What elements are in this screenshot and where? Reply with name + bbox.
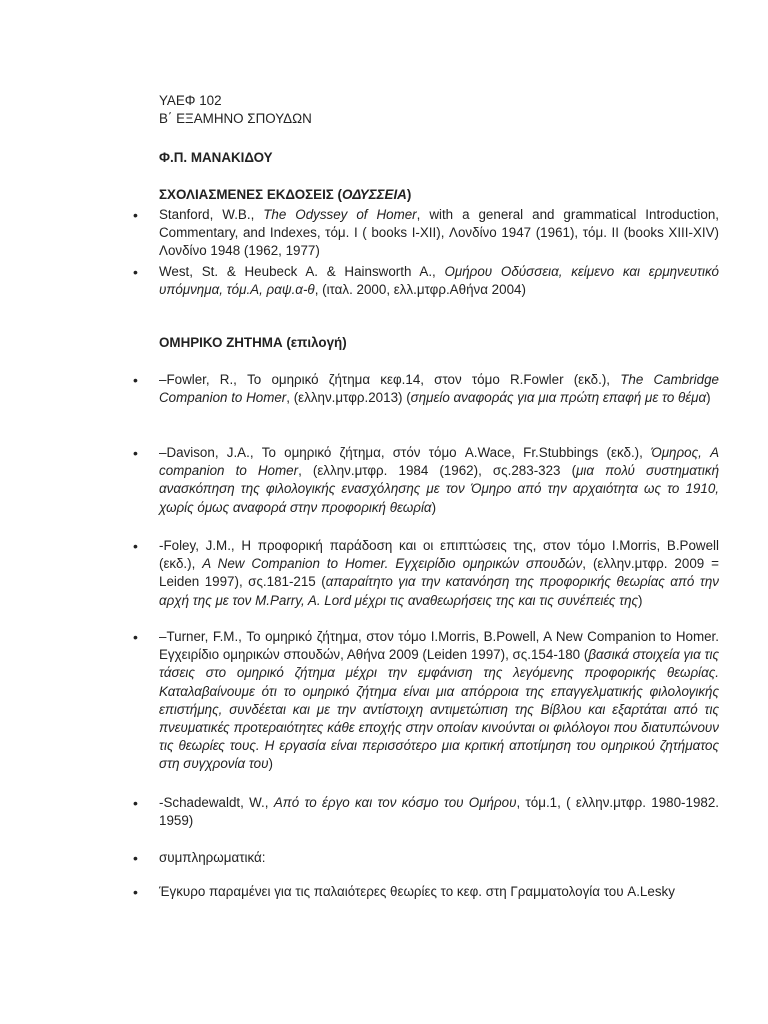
item-text: , τόμ.1, ( ελλην.μτφρ. 1980-1982. 1959) (159, 795, 720, 829)
italic-text: Όμηρος, A companion to Homer (159, 445, 719, 479)
section-title-homeric-question: ΟΜΗΡΙΚΟ ΖΗΤΗΜΑ (επιλογή) (159, 335, 347, 350)
italic-text: απαραίτητο για την κατανόηση της προφορικής θεωρίας από την αρχή της με τον M.Parry, A. Lord μέχρι τις αναθεωρήσεις της και τις συνέπειές της (159, 574, 719, 608)
item-text: -Schadewaldt, W., (159, 795, 274, 810)
section-title-italic: ΟΔΥΣΣΕΙΑ (342, 187, 407, 202)
bullet-icon: • (133, 850, 138, 866)
list-item (159, 794, 719, 830)
author-name: Φ.Π. ΜΑΝΑΚΙΔΟΥ (159, 150, 273, 165)
item-text: , (ελλην.μτφρ. 2009 = Leiden 1997), σς.181-215 ( (159, 556, 719, 590)
item-text: –Davison, J.A., Το ομηρικό ζήτημα, στόν τόμο A.Wace, Fr.Stubbings (εκδ.), (159, 445, 652, 460)
bullet-icon: • (133, 629, 138, 645)
list-item (159, 537, 719, 610)
italic-text: Από το έργο και τον κόσμο του Ομήρου (273, 795, 517, 810)
list-item (159, 263, 719, 299)
bullet-icon: • (133, 445, 138, 461)
section-title-suffix: ) (406, 187, 412, 202)
item-text: West, St. & Heubeck A. & Hainsworth A., (159, 264, 445, 279)
item-text: –Fowler, R., Το ομηρικό ζήτημα κεφ.14, στον τόμο R.Fowler (εκδ.), (159, 372, 621, 387)
bullet-icon: • (133, 372, 138, 388)
item-text: , (ιταλ. 2000, ελλ.μτφρ.Αθήνα 2004) (314, 282, 526, 298)
item-text: Stanford, W.B., (159, 207, 264, 222)
item-text: ) (268, 756, 273, 772)
list-item (159, 628, 719, 774)
item-text: , with a general and grammatical Introduction, Commentary, and Indexes, τόμ. I ( books I-XII), Λονδίνο 1947 (1961), τόμ. II (books XIII-XIV) Λονδίνο 1948 (1962, 1977) (159, 207, 719, 259)
item-text: ) (431, 499, 437, 515)
italic-text: The Odyssey of Homer (263, 207, 417, 222)
italic-text: σημείο αναφοράς για μια πρώτη επαφή με το θέμα (410, 390, 707, 406)
bullet-icon: • (133, 207, 138, 223)
item-text: , (ελλην.μτφρ.2013) ( (286, 390, 411, 406)
bullet-icon: • (133, 264, 138, 280)
italic-text: μια πολύ συστηματική ανασκόπηση της φιλολογικής ενασχόλησης με τον Όμηρο από την αρχαιότητα ως το 1910, χωρίς όμως αναφορά στην προφορική θεωρία (159, 463, 719, 515)
item-text: , (ελλην.μτφρ. 1984 (1962), σς.283-323 ( (298, 463, 577, 479)
bullet-icon: • (133, 884, 138, 900)
item-text: –Turner, F.M., Το ομηρικό ζήτημα, στον τόμο I.Morris, B.Powell, A New Companion to Homer. Εγχειρίδιο ομηρικών σπουδών, Αθήνα 2009 (Leiden 1997), σς.154-180 ( (159, 629, 719, 663)
italic-text: The Cambridge Companion to Homer (159, 372, 719, 406)
item-text: συμπληρωματικά: (159, 850, 266, 865)
list-item (159, 444, 719, 517)
section-title-prefix: ΣΧΟΛΙΑΣΜΕΝΕΣ ΕΚΔΟΣΕΙΣ ( (159, 187, 343, 202)
italic-text: A New Companion to Homer. Εγχειρίδιο ομηρικών σπουδών (202, 556, 583, 572)
item-text: ) (706, 390, 711, 406)
bullet-icon: • (133, 538, 138, 554)
list-item (159, 883, 719, 901)
semester-label: Β΄ ΕΞΑΜΗΝΟ ΣΠΟΥΔΩΝ (159, 111, 312, 126)
list-item (159, 206, 719, 261)
bullet-icon: • (133, 795, 138, 811)
section-title-editions (159, 186, 411, 204)
list-item (159, 371, 719, 407)
item-text: Έγκυρο παραμένει για τις παλαιότερες θεωρίες το κεφ. στη Γραμματολογία του A.Lesky (159, 884, 675, 899)
italic-text: Ομήρου Οδύσσεια, κείμενο και ερμηνευτικό υπόμνημα, τόμ.Α, ραψ.α-θ (159, 264, 719, 298)
italic-text: βασικά στοιχεία για τις τάσεις στο ομηρικό ζήτημα μέχρι την εμφάνιση της λεγόμενης προφορικής θεωρίας. Καταλαβαίνουμε ότι το ομηρικό ζήτημα είναι μια απόρροια της επαγγελματικής φιλολογικής επιστήμης, συνδέεται και με την αντίστοιχη αντιμετώπιση της Βίβλου και εξαρτάται από τις πνευματικές προτεραιότητες κάθε εποχής στην οποίαν κινούνται οι φιλόλογοι που διατυπώνουν τις θεωρίες τους. Η εργασία είναι περισσότερο μια κριτική αποτίμηση του ομηρικού ζητήματος στη συγχρονία του (159, 647, 719, 772)
item-text: ) (638, 592, 643, 608)
item-text: -Foley, J.M., Η προφορική παράδοση και οι επιπτώσεις της, στον τόμο I.Morris, B.Powell (εκδ.), (159, 538, 719, 572)
list-item (159, 849, 719, 867)
course-code: ΥΑΕΦ 102 (159, 93, 222, 108)
